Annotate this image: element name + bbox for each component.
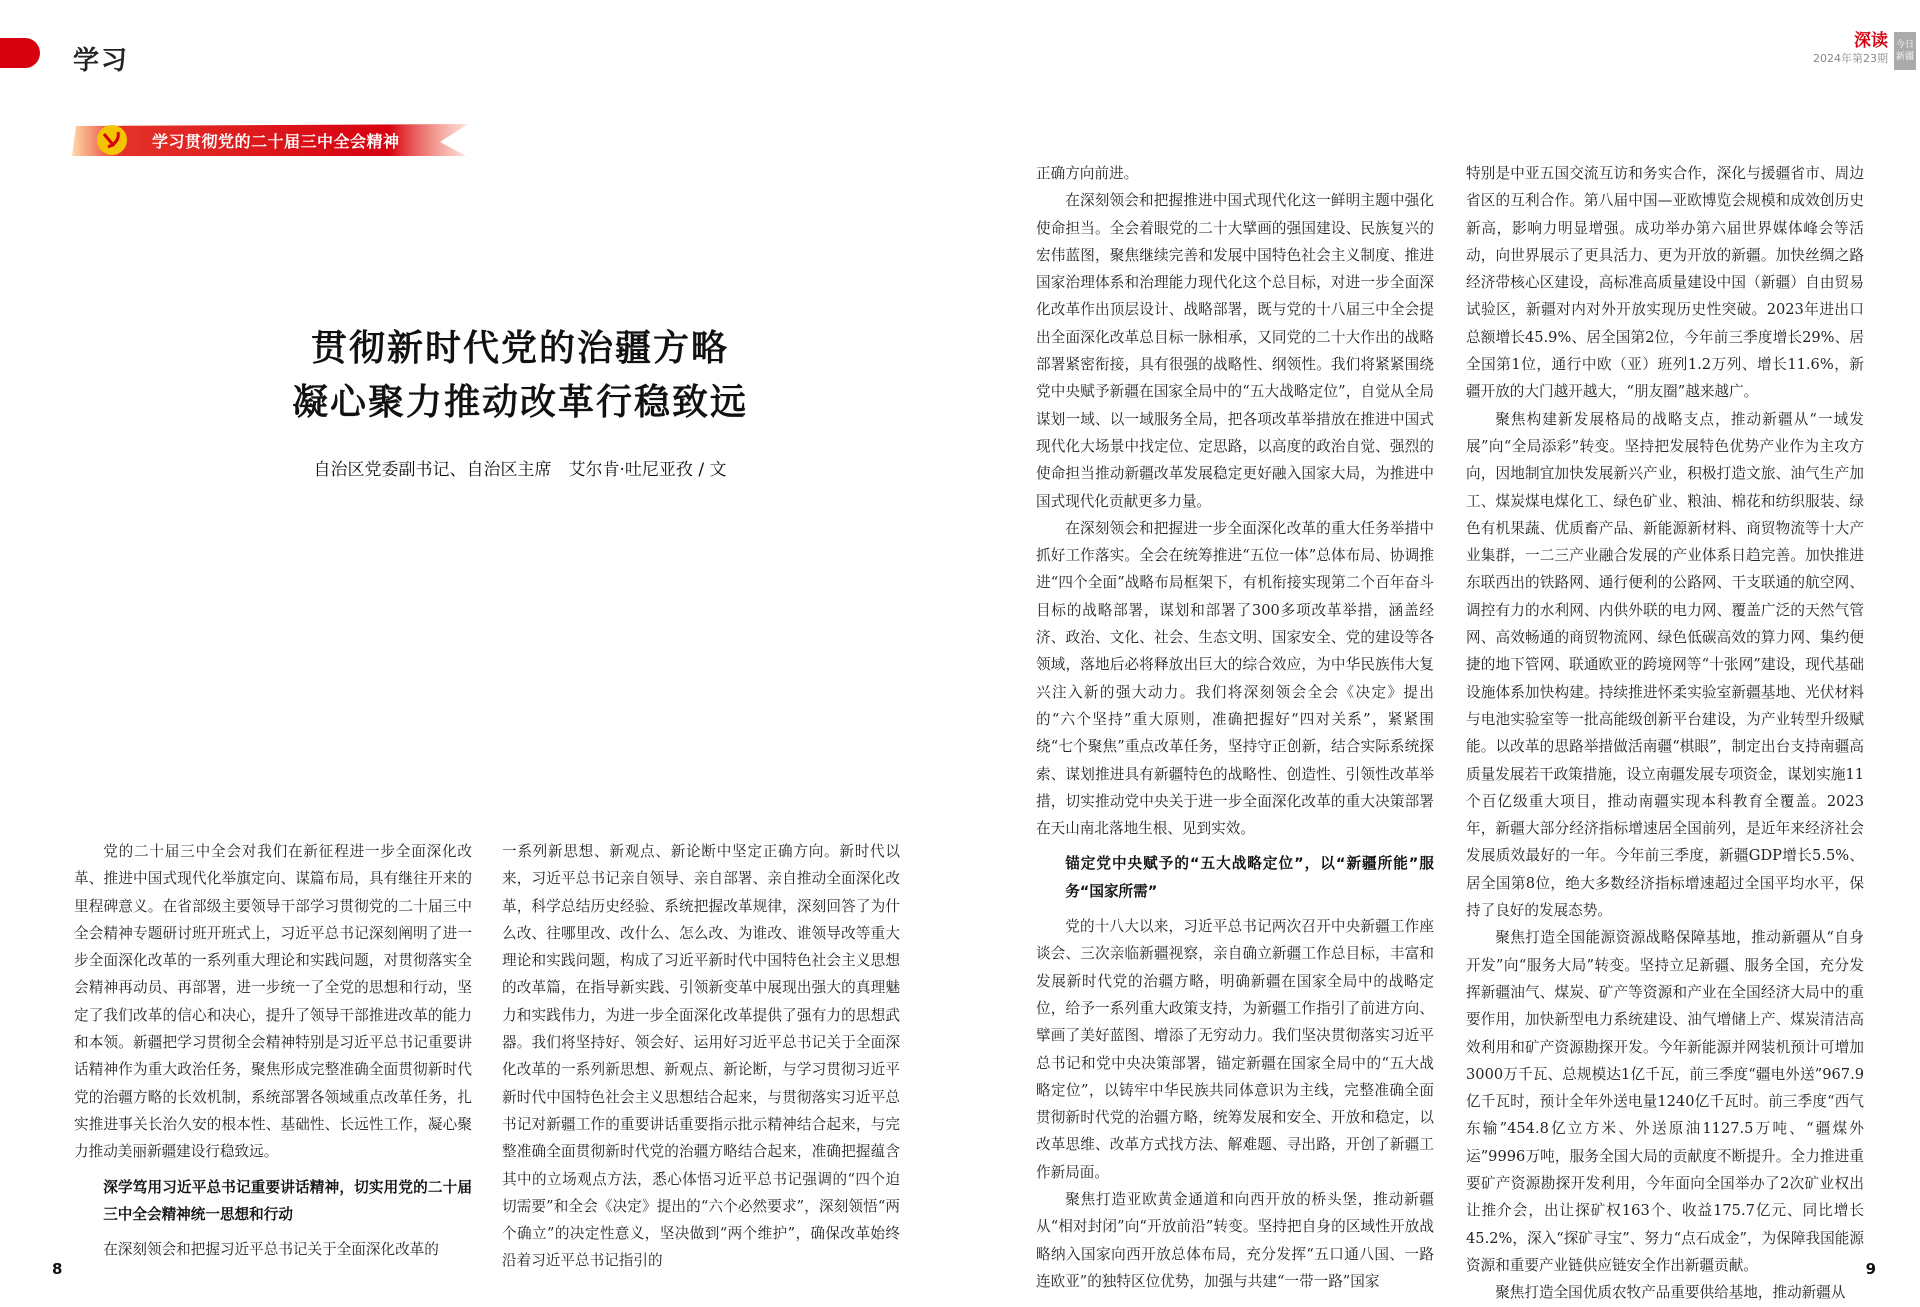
paragraph: 在深刻领会和把握习近平总书记关于全面深化改革的 xyxy=(103,1241,439,1259)
article-title-line-2: 凝心聚力推动改革行稳致远 xyxy=(291,381,748,423)
byline: 自治区党委副书记、自治区主席 艾尔肯·吐尼亚孜 / 文 xyxy=(313,460,727,480)
paragraph: 在深刻领会和把握进一步全面深化改革的重大任务举措中抓好工作落实。全会在统筹推进“五位一体”总体布局、协调推进“四个全面”战略布局框架下，有机衔接实现第二个百年奋斗目标的战略部署，谋划和部署了300多项改革举措，涵盖经济、政治、文化、社会、生态文明、国家安全、党的建设等各领域，落地后必将释放出巨大的综合效应，为中华民族伟大复兴注入新的强大动力。我们将深刻领会全会《决定》提出的“六个坚持”重大原则，准确把握好“四对关系”，紧紧围绕“七个聚焦”重点改革任务，坚持守正创新，结合实际系统探索、谋划推进具有新疆特色的战略性、创造性、引领性改革举措，切实推动党中央关于进一步全面深化改革的重大决策部署在天山南北落地生根、见到实效。 xyxy=(1036,519,1434,838)
banner-text: 学习贯彻党的二十届三中全会精神 xyxy=(152,132,400,151)
paragraph: 党的二十届三中全会对我们在新征程进一步全面深化改革、推进中国式现代化举旗定向、谋篇布局，具有继往开来的里程碑意义。在省部级主要领导干部学习贯彻党的二十届三中全会精神专题研讨班开班式上，习近平总书记深刻阐明了进一步全面深化改革的一系列重大理论和实践问题，对贯彻落实全会精神再动员、再部署，进一步统一了全党的思想和行动，坚定了我们改革的信心和决心，提升了领导干部推进改革的能力和本领。新疆把学习贯彻全会精神特别是习近平总书记重要讲话精神作为重大政治任务，聚焦形成完整准确全面贯彻新时代党的治疆方略的长效机制，系统部署各领域重点改革任务，扎实推进事关长治久安的根本性、基础性、长远性工作，凝心聚力推动美丽新疆建设行稳致远。 xyxy=(74,843,472,1161)
paragraph: 聚焦打造亚欧黄金通道和向西开放的桥头堡，推动新疆从“相对封闭”向“开放前沿”转变。坚持把自身的区域性开放战略纳入国家向西开放总体布局，充分发挥“五口通八国、一路连欧亚”的独特区位优势，加强与共建“一带一路”国家 xyxy=(1036,1190,1434,1290)
paragraph: 聚焦打造全国优质农牧产品重要供给基地，推动新疆从 xyxy=(1495,1284,1846,1302)
magazine-name: 深读 xyxy=(1854,31,1888,51)
text-column-1 xyxy=(74,838,472,1263)
magazine-info xyxy=(1813,32,1888,66)
text-column-3 xyxy=(1036,160,1434,1295)
logo-line-1: 今日 xyxy=(1895,40,1914,50)
text-column-4 xyxy=(1466,160,1864,1306)
magazine-mark xyxy=(1813,32,1916,72)
page-number-left: 8 xyxy=(52,1260,63,1278)
section-label: 学习 xyxy=(73,46,130,76)
party-emblem-icon xyxy=(97,125,127,155)
text-column-2 xyxy=(502,838,900,1275)
paragraph: 党的十八大以来，习近平总书记两次召开中央新疆工作座谈会、三次亲临新疆视察，亲自确立新疆工作总目标，丰富和发展新时代党的治疆方略，明确新疆在国家全局中的战略定位，给予一系列重大政策支持，为新疆工作指引了前进方向、擘画了美好蓝图、增添了无穷动力。我们坚决贯彻落实习近平总书记和党中央决策部署，锚定新疆在国家全局中的“五大战略定位”，以铸牢中华民族共同体意识为主线，完整准确全面贯彻新时代党的治疆方略，统筹发展和安全、开放和稳定，以改革思维、改革方式找方法、解难题、寻出路，开创了新疆工作新局面。 xyxy=(1036,918,1434,1181)
paragraph: 聚焦打造全国能源资源战略保障基地，推动新疆从“自身开发”向“服务大局”转变。坚持立足新疆、服务全国，充分发挥新疆油气、煤炭、矿产等资源和产业在全国经济大局中的重要作用，加快新型电力系统建设、油气增储上产、煤炭清洁高效利用和矿产资源勘探开发。今年新能源并网装机预计可增加3000万千瓦、总规模达1亿千瓦，前三季度“疆电外送”967.9亿千瓦时，预计全年外送电量1240亿千瓦时。前三季度“西气东输”454.8亿立方米、外送原油1127.5万吨、“疆煤外运”9996万吨，服务全国大局的贡献度不断提升。全力推进重要矿产资源勘探开发利用，今年面向全国举办了2次矿业权出让推介会，出让探矿权163个、收益175.7亿元、同比增长45.2%，深入“探矿寻宝”、努力“点石成金”，为保障我国能源资源和重要产业链供应链安全作出新疆贡献。 xyxy=(1466,929,1864,1274)
paragraph: 在深刻领会和把握推进中国式现代化这一鲜明主题中强化使命担当。全会着眼党的二十大擘画的强国建设、民族复兴的宏伟蓝图，聚焦继续完善和发展中国特色社会主义制度、推进国家治理体系和治理能力现代化这个总目标，对进一步全面深化改革作出顶层设计、战略部署，既与党的十八届三中全会提出全面深化改革总目标一脉相承，又同党的二十大作出的战略部署紧密衔接，具有很强的战略性、纲领性。我们将紧紧围绕党中央赋予新疆在国家全局中的“五大战略定位”，自觉从全局谋划一域、以一域服务全局，把各项改革举措放在推进中国式现代化大场景中找定位、定思路，以高度的政治自觉、强烈的使命担当推动新疆改革发展稳定更好融入国家大局，为推进中国式现代化贡献更多力量。 xyxy=(1036,192,1434,510)
section-heading: 锚定党中央赋予的“五大战略定位”，以“新疆所能”服务“国家所需” xyxy=(1065,855,1434,900)
magazine-issue: 2024年第23期 xyxy=(1813,52,1888,65)
paragraph: 一系列新思想、新观点、新论断中坚定正确方向。新时代以来，习近平总书记亲自领导、亲自部署、亲自推动全面深化改革，科学总结历史经验、系统把握改革规律，深刻回答了为什么改、往哪里改、改什么、怎么改、为谁改、谁领导改等重大理论和实践问题，构成了习近平新时代中国特色社会主义思想的改革篇，在指导新实践、引领新变革中展现出强大的真理魅力和实践伟力，为进一步全面深化改革提供了强有力的思想武器。我们将坚持好、领会好、运用好习近平总书记关于全面深化改革的一系列新思想、新观点、新论断，与学习贯彻习近平新时代中国特色社会主义思想结合起来，与贯彻落实习近平总书记对新疆工作的重要讲话重要指示批示精神结合起来，与完整准确全面贯彻新时代党的治疆方略结合起来，准确把握蕴含其中的立场观点方法，悉心体悟习近平总书记强调的“四个迫切需要”和全会《决定》提出的“六个必然要求”，深刻领悟“两个确立”的决定性意义，坚决做到“两个维护”，确保改革始终沿着习近平总书记指引的 xyxy=(502,843,900,1270)
logo-line-2: 新疆 xyxy=(1895,52,1914,62)
magazine-logo-box xyxy=(1894,32,1916,70)
section-tab-marker xyxy=(0,38,40,68)
page-number-right: 9 xyxy=(1865,1260,1876,1278)
paragraph: 特别是中亚五国交流互访和务实合作，深化与援疆省市、周边省区的互利合作。第八届中国—亚欧博览会规模和成效创历史新高，影响力明显增强。成功举办第六届世界媒体峰会等活动，向世界展示了更具活力、更为开放的新疆。加快丝绸之路经济带核心区建设，高标准高质量建设中国（新疆）自由贸易试验区，新疆对内对外开放实现历史性突破。2023年进出口总额增长45.9%、居全国第2位，今年前三季度增长29%、居全国第1位，通行中欧（亚）班列1.2万列、增长11.6%，新疆开放的大门越开越大，“朋友圈”越来越广。 xyxy=(1466,165,1864,401)
paragraph: 聚焦构建新发展格局的战略支点，推动新疆从“一域发展”向“全局添彩”转变。坚持把发展特色优势产业作为主攻方向，因地制宜加快发展新兴产业，积极打造文旅、油气生产加工、煤炭煤电煤化工、绿色矿业、粮油、棉花和纺织服装、绿色有机果蔬、优质畜产品、新能源新材料、商贸物流等十大产业集群，一二三产业融合发展的产业体系日趋完善。加快推进东联西出的铁路网、通行便利的公路网、干支联通的航空网、调控有力的水利网、内供外联的电力网、覆盖广泛的天然气管网、高效畅通的商贸物流网、绿色低碳高效的算力网、集约便捷的地下管网、联通欧亚的跨境网等“十张网”建设，现代基础设施体系加快构建。持续推进怀柔实验室新疆基地、光伏材料与电池实验室等一批高能级创新平台建设，为产业转型升级赋能。以改革的思路举措做活南疆“棋眼”，制定出台支持南疆高质量发展若干政策措施，设立南疆发展专项资金，谋划实施11个百亿级重大项目，推动南疆实现本科教育全覆盖。2023年，新疆大部分经济指标增速居全国前列，是近年来经济社会发展质效最好的一年。今年前三季度，新疆GDP增长5.5%、居全国第8位，绝大多数经济指标增速超过全国平均水平，保持了良好的发展态势。 xyxy=(1466,410,1865,920)
section-heading: 深学笃用习近平总书记重要讲话精神，切实用党的二十届三中全会精神统一思想和行动 xyxy=(103,1178,472,1223)
article-title-line-1: 贯彻新时代党的治疆方略 xyxy=(310,327,729,369)
paragraph: 正确方向前进。 xyxy=(1036,165,1139,182)
